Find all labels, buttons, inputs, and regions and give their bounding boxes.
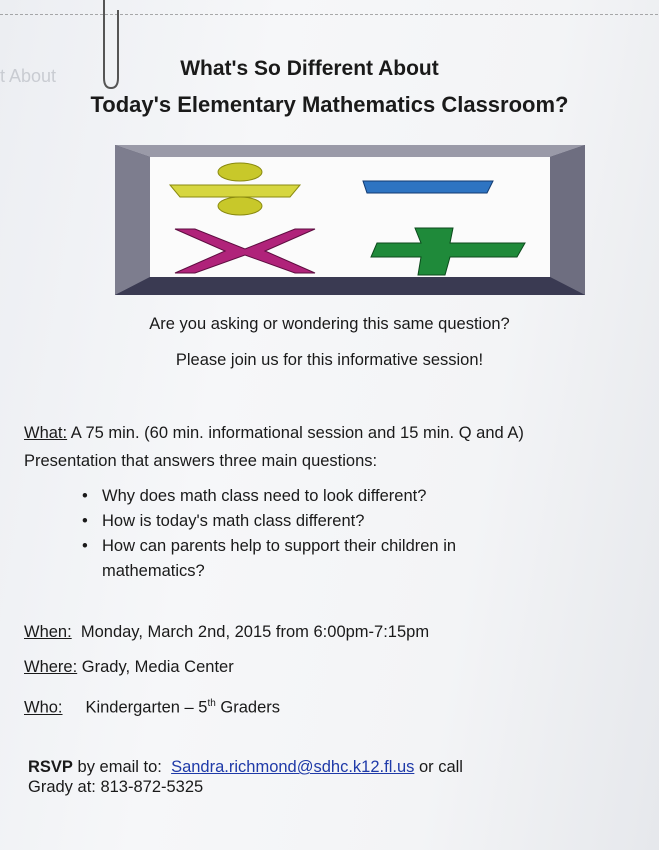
rsvp-pre: by email to: [72, 758, 167, 776]
where-label: Where: [24, 658, 78, 676]
what-line [24, 424, 524, 443]
who-text-pre: Kindergarten – 5 [85, 698, 208, 717]
who-sup: th [207, 698, 216, 709]
rsvp-label: RSVP [28, 758, 73, 776]
who-line [24, 698, 280, 718]
questions-list [82, 484, 522, 584]
list-item: • How can parents help to support their children in mathematics? [82, 534, 522, 584]
title-line-2: Today's Elementary Mathematics Classroom? [90, 92, 569, 117]
where-text: Grady, Media Center [77, 658, 234, 676]
when-line [24, 623, 429, 642]
rsvp-post: or call [414, 758, 463, 776]
what-label: What: [24, 424, 68, 442]
minus-icon [363, 181, 493, 193]
bleed-through-text: t About [0, 66, 57, 86]
question-line: Are you asking or wondering this same question? [149, 315, 510, 333]
what-text: A 75 min. (60 min. informational session and 15 min. Q and A) [67, 424, 524, 442]
rsvp-phone-line: Grady at: 813-872-5325 [28, 778, 204, 796]
who-text-post: Graders [215, 698, 280, 717]
when-label: When: [24, 623, 72, 641]
list-item: • How is today's math class different? [82, 509, 522, 534]
what-line-2: Presentation that answers three main questions: [24, 452, 378, 470]
email-link[interactable]: Sandra.richmond@sdhc.k12.fl.us [171, 758, 415, 776]
list-item: • Why does math class need to look different? [82, 484, 522, 509]
math-symbols-banner [115, 145, 585, 295]
invite-line: Please join us for this informative session! [175, 351, 484, 369]
when-text: Monday, March 2nd, 2015 from 6:00pm-7:15pm [80, 623, 430, 641]
who-label: Who: [24, 698, 63, 717]
rsvp-line [28, 758, 463, 777]
where-line [24, 658, 234, 677]
title-line-1: What's So Different About [180, 57, 439, 80]
